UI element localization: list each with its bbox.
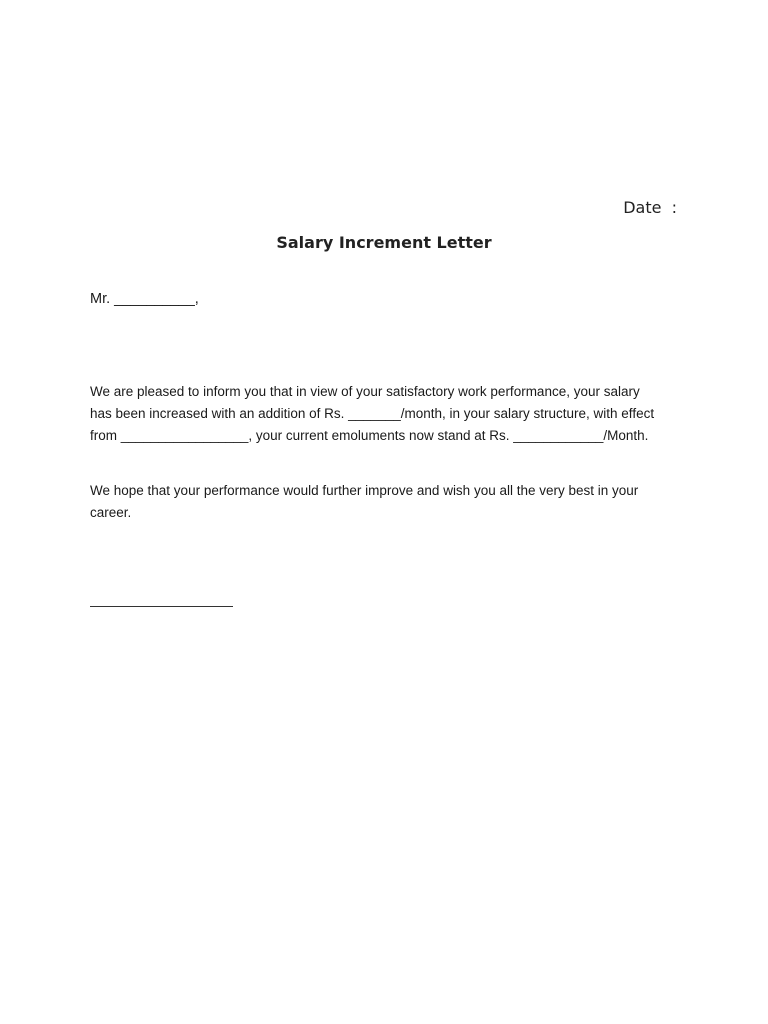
date-label: Date : <box>623 198 677 217</box>
paragraph-best-wishes <box>90 480 678 524</box>
paragraph-line: We are pleased to inform you that in view of your satisfactory work performance, your salary <box>90 384 640 399</box>
letter-title: Salary Increment Letter <box>276 233 492 252</box>
salutation: Mr. __________, <box>90 291 199 307</box>
paragraph-line: We hope that your performance would further improve and wish you all the very best in your <box>90 483 639 498</box>
signature-line <box>90 606 233 607</box>
paragraph-line: from _________________, your current emoluments now stand at Rs. ____________/Month. <box>90 428 649 443</box>
paragraph-increment-details <box>90 381 678 447</box>
paragraph-line: career. <box>90 505 132 520</box>
paragraph-line: has been increased with an addition of Rs. _______/month, in your salary structure, with effect <box>90 406 655 421</box>
